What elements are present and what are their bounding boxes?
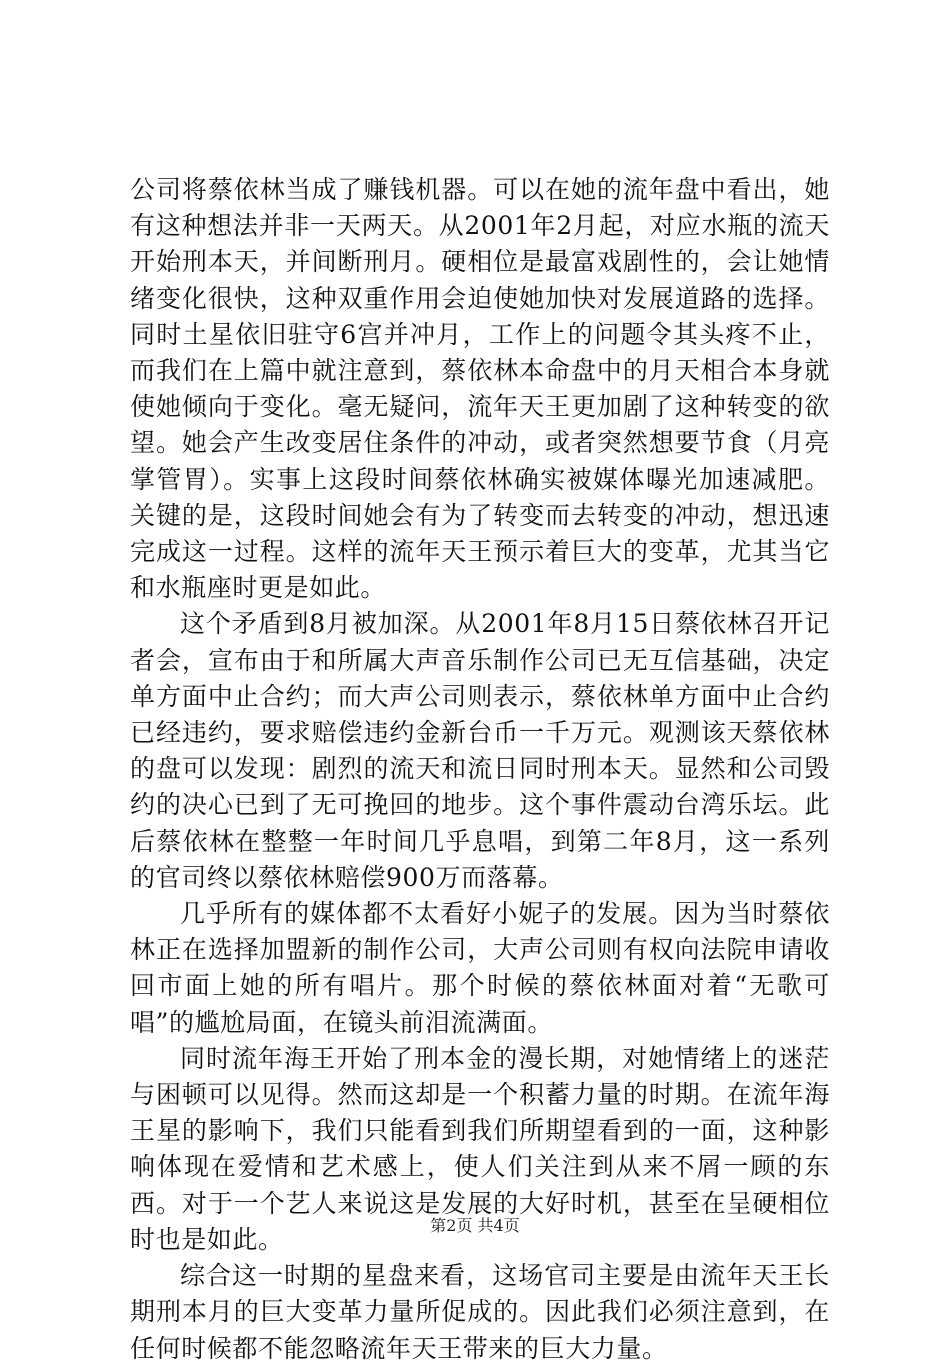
paragraph-1: 公司将蔡依林当成了赚钱机器。可以在她的流年盘中看出，她有这种想法并非一天两天。从2001年2月起，对应水瓶的流天开始刑本天，并间断刑月。硬相位是最富戏剧性的，会让她情绪变化很快，这种双重作用会迫使她加快对发展道路的选择。同时土星依旧驻守6宫并冲月，工作上的问题令其头疼不止，而我们在上篇中就注意到，蔡依林本命盘中的月天相合本身就使她倾向于变化。毫无疑问，流年天王更加剧了这种转变的欲望。她会产生改变居住条件的冲动，或者突然想要节食（月亮掌管胃）。实事上这段时间蔡依林确实被媒体曝光加速减肥。关键的是，这段时间她会有为了转变而去转变的冲动，想迅速完成这一过程。这样的流年天王预示着巨大的变革，尤其当它和水瓶座时更是如此。 (130, 175, 830, 603)
document-body (130, 172, 830, 1367)
page-footer: 第2页 共4页 (430, 1216, 520, 1235)
paragraph-4: 同时流年海王开始了刑本金的漫长期，对她情绪上的迷茫与困顿可以见得。然而这却是一个积蓄力量的时期。在流年海王星的影响下，我们只能看到我们所期望看到的一面，这种影响体现在爱情和艺术感上，使人们关注到从来不屑一顾的东西。对于一个艺人来说这是发展的大好时机，甚至在呈硬相位时也是如此。 (130, 1043, 830, 1254)
paragraph-2: 这个矛盾到8月被加深。从2001年8月15日蔡依林召开记者会，宣布由于和所属大声音乐制作公司已无互信基础，决定单方面中止合约；而大声公司则表示，蔡依林单方面中止合约已经违约，要求赔偿违约金新台币一千万元。观测该天蔡依林的盘可以发现：剧烈的流天和流日同时刑本天。显然和公司毁约的决心已到了无可挽回的地步。这个事件震动台湾乐坛。此后蔡依林在整整一年时间几乎息唱，到第二年8月，这一系列的官司终以蔡依林赔偿900万而落幕。 (130, 609, 830, 892)
paragraph-3: 几乎所有的媒体都不太看好小妮子的发展。因为当时蔡依林正在选择加盟新的制作公司，大声公司则有权向法院申请收回市面上她的所有唱片。那个时候的蔡依林面对着“无歌可唱”的尴尬局面，在镜头前泪流满面。 (130, 899, 830, 1037)
paragraph-5: 综合这一时期的星盘来看，这场官司主要是由流年天王长期刑本月的巨大变革力量所促成的。因此我们必须注意到，在任何时候都不能忽略流年天王带来的巨大力量。 (130, 1261, 830, 1363)
